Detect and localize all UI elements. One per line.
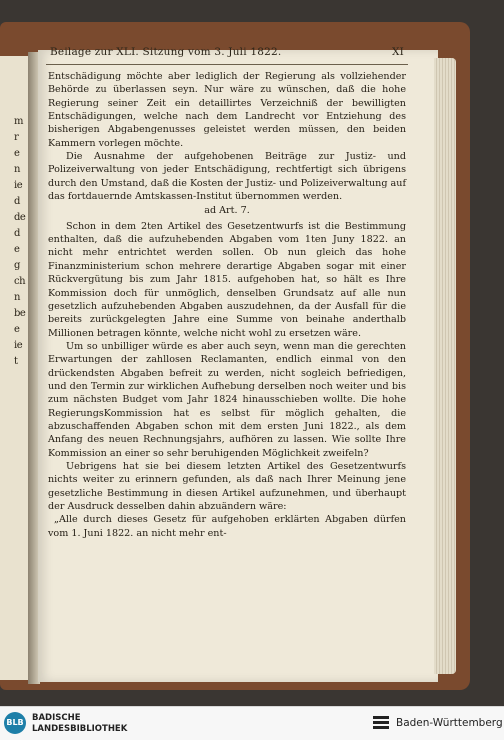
- paragraph: Die Ausnahme der aufgehobenen Beiträge zur Justiz- und Polizeiverwaltung von jeder Entschädigung, rechtfertigt sich übrigens durch den Umstand, daß die Kosten der Justiz- und Polizeiverwaltung auf das fortdauernde Amtskassen-Institut übernommen werden.: [48, 151, 406, 203]
- paragraph: Um so unbilliger würde es aber auch seyn, wenn man die gerechten Erwartungen der zahllosen Reclamanten, endlich einmal von den drückendsten Abgaben befreit zu werden, nicht sogleich befriedigen, und den Termin zur wirklichen Aufhebung derselben noch weiter und bis zum nächsten Budget vom Jahr 1824 hinausschieben wollte. Die hohe RegierungsKommission hat es selbst für möglich gehalten, die abzuschaffenden Abgaben schon mit dem ersten Juni 1822., als dem Anfang des neuen Rechnungsjahrs, aufhören zu lassen. Wie sollte Ihre Kommission an einer so sehr beruhigenden Möglichkeit zweifeln?: [48, 340, 406, 459]
- left-page-fragment: ch: [14, 276, 26, 287]
- paragraph: Entschädigung möchte aber lediglich der Regierung als vollziehender Behörde zu überlassen seyn. Nur wäre zu wünschen, daß die hohe Regierung seiner Zeit ein detaillirtes Verzeichniß der bewilligten Entschädigungen, welche nach dem Landrecht vor Entziehung des bisherigen Abgabengenusses geleistet werden müssen, den beiden Kammern vorlegen möchte.: [48, 71, 406, 149]
- blb-logo-icon[interactable]: BLB: [4, 712, 26, 734]
- paragraph: Schon in dem 2ten Artikel des Gesetzentwurfs ist die Bestimmung enthalten, daß die aufzuhebenden Abgaben vom 1ten Juny 1822. an nicht mehr entrichtet werden sollen. Ob nun gleich das hohe Finanzministerium schon mehrere derartige Abgaben sogar mit einer Rückvergütung bis zum Jahr 1815. aufgehoben hat, so hält es Ihre Kommission doch für unmöglich, denselben Grundsatz auf alle nun gesetzlich aufzuhebenden Abgaben auszudehnen, da der Ausfall für die bereits zurückgelegten Jahre eine Summe von beinahe anderthalb Millionen betragen könnte, welche nicht wohl zu ersetzen wäre.: [48, 220, 406, 339]
- library-name-line1: BADISCHE: [32, 713, 81, 723]
- left-page-fragment: ie: [14, 340, 23, 351]
- paragraph: Uebrigens hat sie bei diesem letzten Artikel des Gesetzentwurfs nichts weiter zu erinnern gefunden, als daß nach Ihrer Meinung jene gesetzliche Bestimmung in diesen Artikel aufzunehmen, und überhaupt der Ausdruck desselben dahin abzuändern wäre:: [48, 460, 406, 512]
- left-page-fragment: r: [14, 132, 19, 143]
- paragraph: „Alle durch dieses Gesetz für aufgehoben erklärten Abgaben dürfen vom 1. Juni 1822. an nicht mehr ent-: [48, 514, 406, 539]
- left-page-fragment: m: [14, 116, 23, 127]
- left-page-fragment: e: [14, 148, 20, 159]
- left-page-fragment: ie: [14, 180, 23, 191]
- left-page-edge: [0, 56, 31, 680]
- left-page-fragment: n: [14, 292, 20, 303]
- left-page-fragment: t: [14, 356, 18, 367]
- left-page-fragment: de: [14, 212, 26, 223]
- page-header: [50, 46, 404, 58]
- page-number: XI: [391, 46, 404, 58]
- footer-bar: [0, 706, 504, 740]
- state-name[interactable]: Baden-Württemberg: [396, 717, 503, 729]
- header-rule: [46, 64, 408, 65]
- library-name[interactable]: [32, 713, 127, 735]
- left-page-fragment: d: [14, 228, 20, 239]
- library-name-line2: LANDESBIBLIOTHEK: [32, 724, 128, 734]
- bw-lions-icon: [372, 715, 390, 731]
- left-page-fragment: d: [14, 196, 20, 207]
- page-body-text: [48, 70, 406, 540]
- section-heading: ad Art. 7.: [204, 205, 250, 217]
- left-page-fragment: be: [14, 308, 26, 319]
- left-page-fragment: g: [14, 260, 20, 271]
- running-title: Beilage zur XLI. Sitzung vom 3. Juli 1822.: [50, 46, 282, 58]
- page-stack-edge: [434, 58, 456, 674]
- left-page-fragment: e: [14, 324, 20, 335]
- left-page-fragment: n: [14, 164, 20, 175]
- left-page-fragment: e: [14, 244, 20, 255]
